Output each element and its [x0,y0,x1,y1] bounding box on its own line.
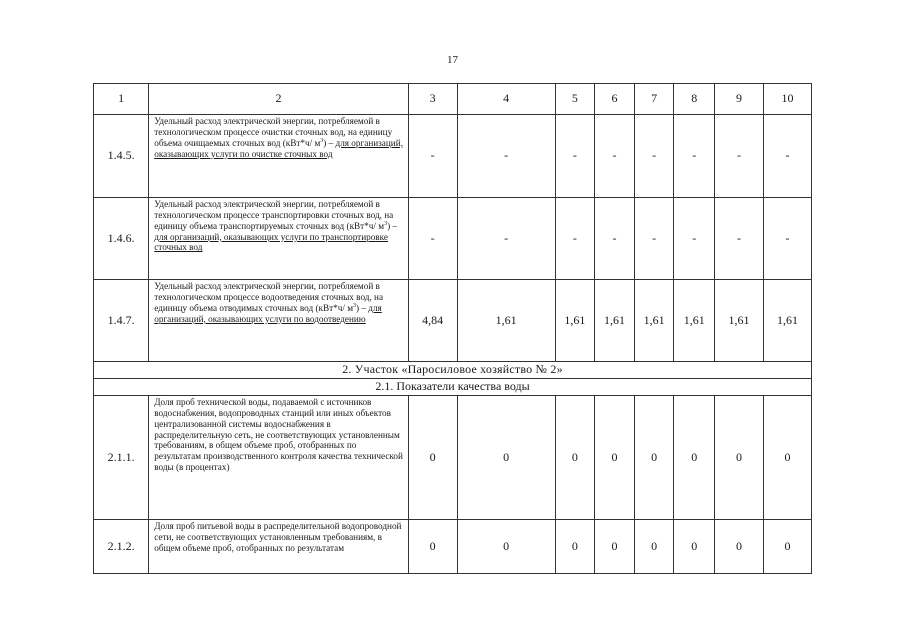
value-cell: - [408,115,457,198]
value-cell: 0 [408,520,457,574]
value-cell: - [764,198,812,280]
section-title: 2. Участок «Паросиловое хозяйство № 2» [94,362,812,379]
header-row [94,84,812,115]
value-cell: - [555,115,595,198]
row-description [149,280,408,362]
row-description: Доля проб технической воды, подаваемой с источников водоснабжения, водопроводных станций или иных объектов централизованной системы водоснабжения в распределительную сеть, не соответствующих установленным требованиям, в общем объеме проб, отобранных по результатам производственного контроля качества технической воды (в процентах) [149,396,408,520]
row-description [149,198,408,280]
subsection-title: 2.1. Показатели качества воды [94,379,812,396]
column-header: 10 [764,84,812,115]
column-header: 6 [595,84,635,115]
value-cell: - [674,198,715,280]
row-code: 2.1.2. [94,520,149,574]
value-cell: 0 [764,396,812,520]
column-header: 9 [715,84,764,115]
value-cell: 0 [715,520,764,574]
value-cell: 0 [634,396,674,520]
value-cell: - [595,198,635,280]
value-cell: 0 [457,520,555,574]
value-cell: 0 [715,396,764,520]
value-cell: - [457,115,555,198]
column-header: 8 [674,84,715,115]
row-code: 1.4.5. [94,115,149,198]
description-text-mid: ) – [323,137,336,148]
column-header: 4 [457,84,555,115]
column-header: 7 [634,84,674,115]
description-text: Удельный расход электрической энергии, потребляемой в технологическом процессе очистки сточных вод, на единицу объема очищаемых сточных вод (кВт*ч/ м [154,116,393,148]
column-header: 2 [149,84,408,115]
value-cell: 0 [555,396,595,520]
column-header: 5 [555,84,595,115]
value-cell: 1,61 [555,280,595,362]
value-cell: 0 [595,520,635,574]
value-cell: 0 [555,520,595,574]
value-cell: 0 [634,520,674,574]
value-cell: - [408,198,457,280]
column-header: 1 [94,84,149,115]
description-underlined: для организаций, оказывающих услуги по очистке сточных вод [154,137,403,159]
table-row [94,520,812,574]
value-cell: 0 [674,396,715,520]
page-number: 17 [447,54,458,66]
indicators-table [93,83,812,574]
row-description [149,115,408,198]
section-row [94,362,812,379]
value-cell: 4,84 [408,280,457,362]
value-cell: 1,61 [715,280,764,362]
value-cell: - [634,198,674,280]
value-cell: 0 [674,520,715,574]
description-text-mid: ) – [356,302,369,313]
value-cell: - [674,115,715,198]
value-cell: - [715,198,764,280]
table-row [94,280,812,362]
value-cell: 0 [764,520,812,574]
value-cell: 1,61 [674,280,715,362]
value-cell: 1,61 [457,280,555,362]
column-header: 3 [408,84,457,115]
row-code: 1.4.7. [94,280,149,362]
value-cell: 1,61 [764,280,812,362]
value-cell: 0 [595,396,635,520]
description-superscript: 3 [353,302,357,309]
description-superscript: 3 [384,220,388,227]
description-text-mid: ) – [387,220,398,231]
value-cell: - [555,198,595,280]
value-cell: - [715,115,764,198]
table-row [94,396,812,520]
value-cell: - [595,115,635,198]
table-body [94,84,812,574]
value-cell: 0 [408,396,457,520]
subsection-row [94,379,812,396]
row-code: 1.4.6. [94,198,149,280]
description-underlined: для организаций, оказывающих услуги по транспортировке сточных вод [154,231,388,253]
value-cell: - [457,198,555,280]
value-cell: - [764,115,812,198]
row-code: 2.1.1. [94,396,149,520]
value-cell: 0 [457,396,555,520]
value-cell: - [634,115,674,198]
table-row [94,115,812,198]
value-cell: 1,61 [634,280,674,362]
description-text: Удельный расход электрической энергии, потребляемой в технологическом процессе водоотведения сточных вод, на единицу объема отводимых сточных вод (кВт*ч/ м [154,281,384,313]
description-superscript: 3 [320,137,324,144]
row-description: Доля проб питьевой воды в распределительной водопроводной сети, не соответствующих установленным требованиям, в общем объеме проб, отобранных по результатам [149,520,408,574]
value-cell: 1,61 [595,280,635,362]
description-underlined: для организаций, оказывающих услуги по водоотведению [154,302,382,324]
table-row [94,198,812,280]
description-text: Удельный расход электрической энергии, потребляемой в технологическом процессе транспортировки сточных вод, на единицу объема транспортируемых сточных вод (кВт*ч/ м [154,199,394,231]
